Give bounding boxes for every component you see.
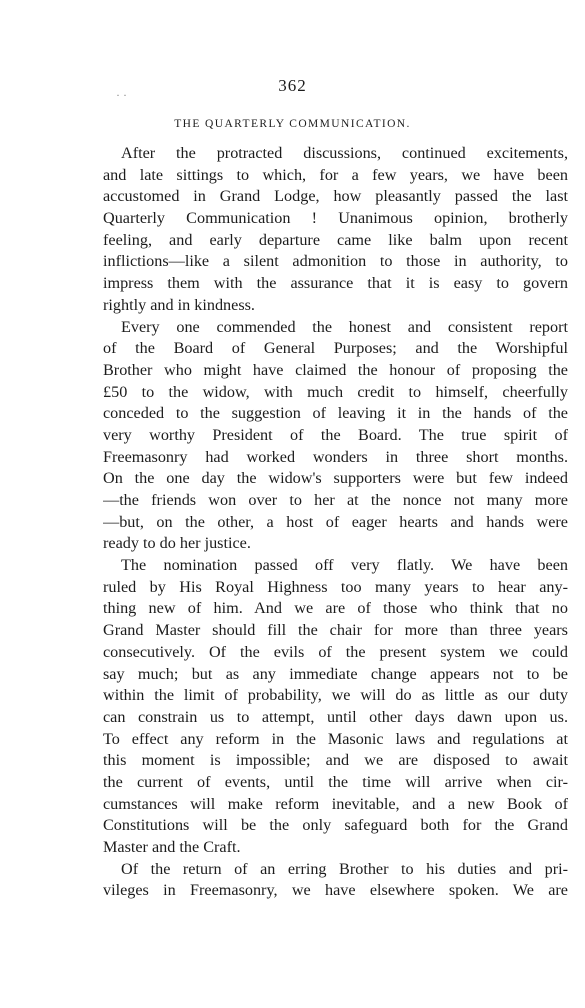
text-line: Master and the Craft. bbox=[103, 838, 241, 856]
text-line: within the limit of probability, we will do as little as our duty bbox=[103, 686, 568, 705]
text-line: —the friends won over to her at the nonce not many more bbox=[103, 491, 568, 509]
text-line: very worthy President of the Board. The true spirit of bbox=[103, 425, 568, 444]
text-line: To effect any reform in the Masonic laws and regulations at bbox=[103, 729, 568, 748]
text-line: of the Board of General Purposes; and the Worshipful bbox=[103, 339, 568, 358]
text-line: After the protracted discussions, continued excitements, bbox=[121, 144, 568, 162]
text-line: Of the return of an erring Brother to his duties and pri- bbox=[121, 859, 568, 878]
page-number: 362 bbox=[278, 76, 307, 95]
text-line: On the one day the widow's supporters were but few indeed bbox=[103, 469, 568, 488]
text-line: feeling, and early departure came like balm upon recent bbox=[103, 230, 568, 249]
text-line: Freemasonry had worked wonders in three short months. bbox=[103, 447, 568, 466]
text-line: Quarterly Communication ! Unanimous opinion, brotherly bbox=[103, 209, 568, 228]
text-line: ready to do her justice. bbox=[103, 534, 251, 553]
text-line: The nomination passed off very flatly. We have been bbox=[121, 556, 568, 575]
text-line: rightly and in kindness. bbox=[103, 295, 255, 314]
text-line: thing new of him. And we are of those who think that no bbox=[103, 599, 568, 618]
text-line: this moment is impossible; and we are disposed to await bbox=[103, 751, 568, 770]
stray-print-mark: · · bbox=[116, 88, 127, 102]
text-line: vileges in Freemasonry, we have elsewhere spoken. We are bbox=[103, 881, 568, 900]
text-line: accustomed in Grand Lodge, how pleasantly passed the last bbox=[103, 187, 568, 206]
text-line: —but, on the other, a host of eager hearts and hands were bbox=[103, 512, 568, 531]
text-line: ruled by His Royal Highness too many years to hear any- bbox=[103, 577, 568, 596]
text-line: cumstances will make reform inevitable, and a new Book of bbox=[103, 794, 568, 813]
text-line: say much; but as any immediate change appears not to be bbox=[103, 664, 568, 683]
text-line: Brother who might have claimed the honour of proposing the bbox=[103, 360, 568, 379]
text-line: Constitutions will be the only safeguard both for the Grand bbox=[103, 816, 568, 835]
body-text bbox=[103, 143, 568, 902]
text-line: can constrain us to attempt, until other days dawn upon us. bbox=[103, 707, 568, 726]
text-line: £50 to the widow, with much credit to himself, cheerfully bbox=[103, 382, 568, 401]
text-line: the current of events, until the time will arrive when cir- bbox=[103, 772, 568, 791]
text-line: consecutively. Of the evils of the present system we could bbox=[103, 642, 568, 661]
text-line: and late sittings to which, for a few years, we have been bbox=[103, 165, 568, 184]
text-line: Every one commended the honest and consistent report bbox=[121, 317, 568, 336]
text-line: inflictions—like a silent admonition to those in authority, to bbox=[103, 252, 568, 271]
text-line: conceded to the suggestion of leaving it in the hands of the bbox=[103, 404, 568, 423]
text-line: impress them with the assurance that it is easy to govern bbox=[103, 274, 568, 293]
running-title: THE QUARTERLY COMMUNICATION. bbox=[174, 118, 411, 130]
text-line: Grand Master should fill the chair for more than three years bbox=[103, 621, 568, 640]
